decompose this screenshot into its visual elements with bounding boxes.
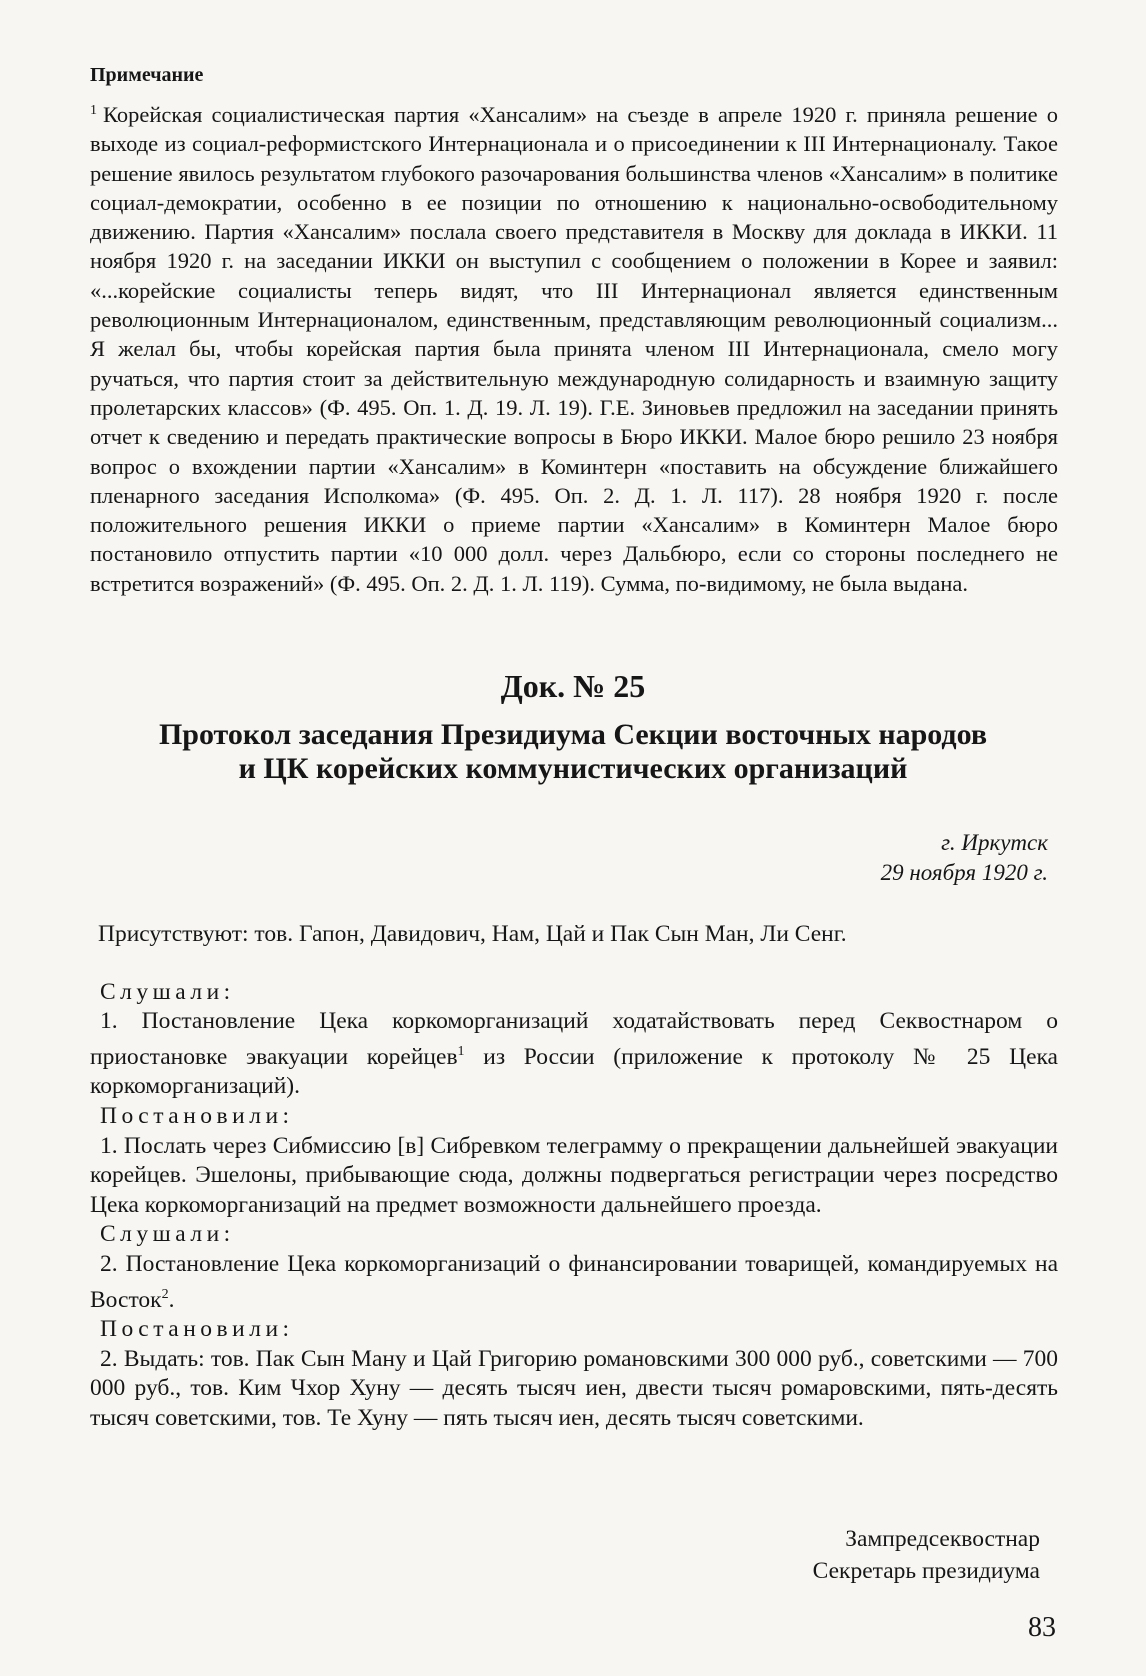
page-number: 83	[1028, 1612, 1056, 1643]
decided-item-2: 2. Выдать: тов. Пак Сын Ману и Цай Григорию романовскими 300 000 руб., советскими — 700 000 руб., тов. Ким Чхор Хуну — десять тысяч иен, двести тысяч ромаровскими, пять-десять тысяч советскими, тов. Те Хуну — пять тысяч иен, десять тысяч советскими.	[90, 1345, 1058, 1431]
document-number: Док. № 25	[500, 668, 646, 704]
heard-label-1: Слушали:	[100, 978, 235, 1005]
footnote-text: Корейская социалистическая партия «Хансалим» на съезде в апреле 1920 г. приняла решение о выходе из социал-реформистского Интернационала и о присоединении к III Интернационалу. Такое решение явилось результатом глубокого разочарования большинства членов «Хансалим» в политике социал-демократии, особенно в ее позиции по отношению к национально-освободительному движению. Партия «Хансалим» послала своего представителя в Москву для доклада в ИККИ. 11 ноября 1920 г. на заседании ИККИ он выступил с сообщением о положении в Корее и заявил: «...корейские социалисты теперь видят, что III Интернационал является единственным революционным Интернационалом, единственным, представляющим революционный социализм... Я желал бы, чтобы корейская партия была принята членом III Интернационала, смело могу ручаться, что партия стоит за действительную международную солидарность и взаимную защиту пролетарских классов» (Ф. 495. Оп. 1. Д. 19. Л. 19). Г.Е. Зиновьев предложил на заседании принять отчет к сведению и передать практические вопросы в Бюро ИККИ. Малое бюро решило 23 ноября вопрос о вхождении партии «Хансалим» в Коминтерн «поставить на обсуждение ближайшего пленарного заседания Исполкома» (Ф. 495. Оп. 2. Д. 1. Л. 117). 28 ноября 1920 г. после положительного решения ИККИ о приеме партии «Хансалим» в Коминтерн Малое бюро постановило отпустить партии «10 000 долл. через Дальбюро, если со стороны последнего не встретится возражений» (Ф. 495. Оп. 2. Д. 1. Л. 119). Сумма, по-видимому, не была выдана.	[90, 102, 1058, 596]
heard-item-2: 2. Постановление Цека коркоморганизаций о финансировании товарищей, командируемых на Восток$^2$.	[90, 1250, 1058, 1313]
signature-deputy-chair: Зампредсеквостнар	[845, 1526, 1040, 1552]
footnote-paragraph	[90, 96, 1058, 598]
footnote-ref-1: 1	[457, 1043, 465, 1059]
document-title-line-2: и ЦК корейских коммунистических организаций	[238, 752, 908, 785]
decided-label-1: Постановили:	[100, 1102, 294, 1129]
footnote-mark: 1	[90, 103, 97, 118]
document-title-line-1: Протокол заседания Президиума Секции восточных народов	[158, 718, 988, 751]
attendees: Присутствуют: тов. Гапон, Давидович, Нам, Цай и Пак Сын Ман, Ли Сенг.	[98, 921, 847, 947]
heard-label-2: Слушали:	[100, 1221, 235, 1248]
footnote-ref-2: 2	[161, 1286, 169, 1302]
document-place: г. Иркутск	[941, 830, 1048, 855]
protocol-body	[90, 920, 1058, 1434]
signature-secretary: Секретарь президиума	[812, 1558, 1040, 1584]
document-title	[0, 718, 1146, 786]
heard-item-1: 1. Постановление Цека коркоморганизаций ходатайствовать перед Секвостнаром о приостановке эвакуации корейцев$^1$ из России (приложение к протоколу № 25 Цека коркоморганизаций).	[90, 1008, 1058, 1100]
decided-item-1: 1. Послать через Сибмиссию [в] Сибревком телеграмму о прекращении дальнейшей эвакуации корейцев. Эшелоны, прибывающие сюда, должны подвергаться регистрации через посредство Цека коркоморганизаций на предмет возможности дальнейшего проезда.	[90, 1132, 1058, 1218]
document-date: 29 ноября 1920 г.	[880, 860, 1048, 885]
decided-label-2: Постановили:	[100, 1316, 294, 1343]
note-title: Примечание	[90, 64, 204, 86]
place-date-block	[881, 828, 1048, 888]
